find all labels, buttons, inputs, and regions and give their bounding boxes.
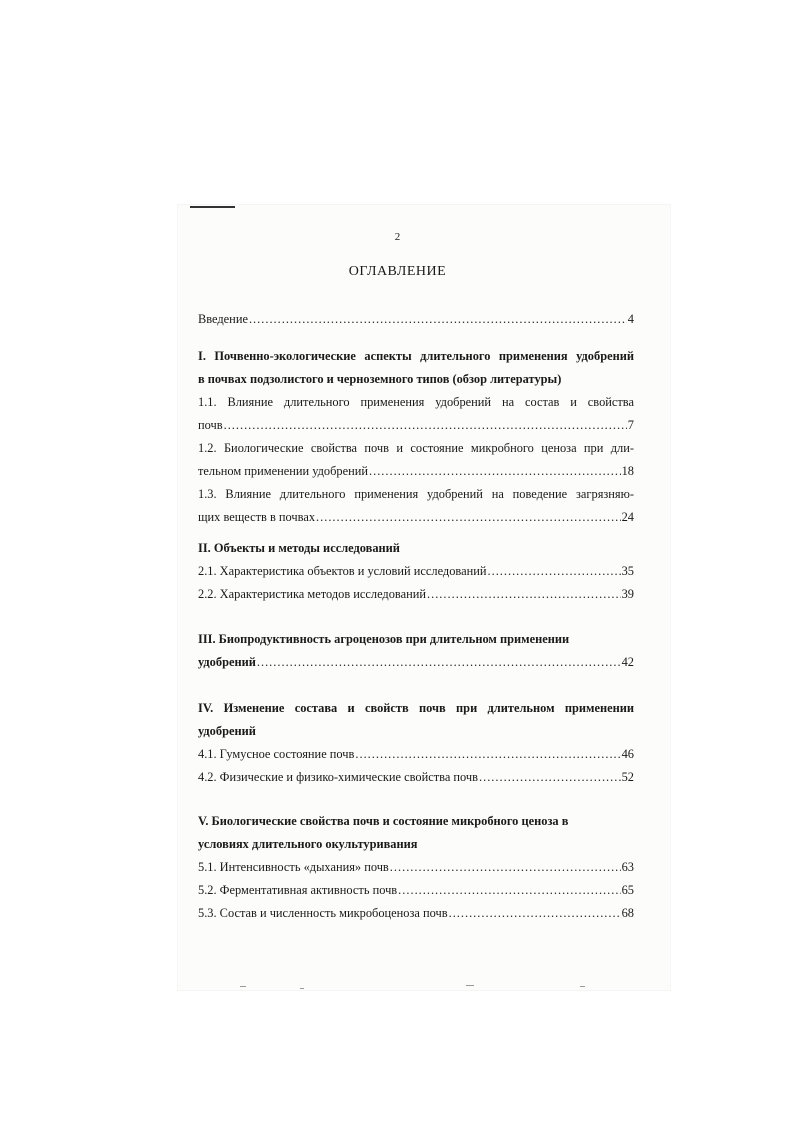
toc-title: ОГЛАВЛЕНИЕ [348, 264, 447, 279]
scan-speck [300, 988, 304, 989]
leader-dots [224, 414, 627, 437]
toc-page-number: 42 [621, 655, 634, 669]
section-title-line: 5.2. Ферментативная активность почв [198, 883, 398, 897]
section-title-line: 2.1. Характеристика объектов и условий исследований [198, 564, 487, 578]
toc-chapter-4 [198, 697, 634, 743]
toc-page-number: 4 [627, 312, 634, 326]
section-title-line: 2.2. Характеристика методов исследований [198, 587, 427, 601]
page-number: 2 [394, 231, 401, 243]
chapter-title-line: в почвах подзолистого и черноземного типов (обзор литературы) [198, 372, 562, 386]
leader-dots [257, 651, 621, 674]
toc-page-number: 24 [621, 510, 634, 524]
leader-dots [488, 560, 621, 583]
scan-speck [466, 985, 474, 986]
toc-section-1-1 [198, 391, 634, 437]
leader-dots [398, 879, 620, 902]
toc-section-4-2 [198, 766, 634, 789]
toc-chapter-2 [198, 537, 634, 560]
chapter-title-line: II. Объекты и методы исследований [198, 541, 400, 555]
toc-section-2-2 [198, 583, 634, 606]
section-title-line: почв [198, 418, 223, 432]
leader-dots [369, 460, 621, 483]
toc-page-number: 65 [621, 883, 634, 897]
scan-speck [580, 986, 585, 987]
toc-section-5-1 [198, 856, 634, 879]
chapter-title-line: удобрений [198, 724, 256, 738]
toc-section-5-2 [198, 879, 634, 902]
section-title-line: 1.3. Влияние длительного применения удобрений на поведение загрязняю- [198, 487, 634, 501]
toc-page-number: 35 [621, 564, 634, 578]
leader-dots [316, 506, 621, 529]
chapter-title-line: IV. Изменение состава и свойств почв при длительном применении [198, 701, 634, 715]
toc-page-number: 7 [627, 418, 634, 432]
toc-chapter-3 [198, 628, 634, 674]
section-title-line: 4.2. Физические и физико-химические свойства почв [198, 770, 479, 784]
leader-dots [249, 308, 627, 331]
chapter-title-line: I. Почвенно-экологические аспекты длительного применения удобрений [198, 349, 634, 363]
toc-section-2-1 [198, 560, 634, 583]
scan-artifact-line [190, 206, 235, 208]
scan-speck [240, 986, 246, 987]
toc-entry-intro [198, 308, 634, 331]
section-title-line: 1.1. Влияние длительного применения удобрений на состав и свойства [198, 395, 634, 409]
toc-page-number: 39 [621, 587, 634, 601]
chapter-title-line: условиях длительного окультуривания [198, 837, 418, 851]
section-title-line: 4.1. Гумусное состояние почв [198, 747, 355, 761]
toc-chapter-5 [198, 810, 634, 856]
section-title-line: щих веществ в почвах [198, 510, 316, 524]
toc-section-4-1 [198, 743, 634, 766]
toc-page-number: 52 [621, 770, 634, 784]
leader-dots [479, 766, 621, 789]
section-title-line: 1.2. Биологические свойства почв и состояние микробного ценоза при дли- [198, 441, 634, 455]
toc-page-number: 18 [621, 464, 634, 478]
toc-entry-text: Введение [198, 312, 248, 326]
leader-dots [355, 743, 620, 766]
section-title-line: 5.1. Интенсивность «дыхания» почв [198, 860, 389, 874]
chapter-title-line: удобрений [198, 655, 256, 669]
leader-dots [427, 583, 621, 606]
toc-section-1-3 [198, 483, 634, 529]
toc-section-1-2 [198, 437, 634, 483]
chapter-title-line: III. Биопродуктивность агроценозов при длительном применении [198, 632, 570, 646]
toc-section-5-3 [198, 902, 634, 925]
leader-dots [449, 902, 621, 925]
toc-page-number: 63 [621, 860, 634, 874]
section-title-line: 5.3. Состав и численность микробоценоза почв [198, 906, 448, 920]
toc-chapter-1 [198, 345, 634, 391]
toc-page-number: 46 [621, 747, 634, 761]
section-title-line: тельном применении удобрений [198, 464, 369, 478]
toc-page-number: 68 [621, 906, 634, 920]
chapter-title-line: V. Биологические свойства почв и состояние микробного ценоза в [198, 814, 569, 828]
leader-dots [390, 856, 621, 879]
